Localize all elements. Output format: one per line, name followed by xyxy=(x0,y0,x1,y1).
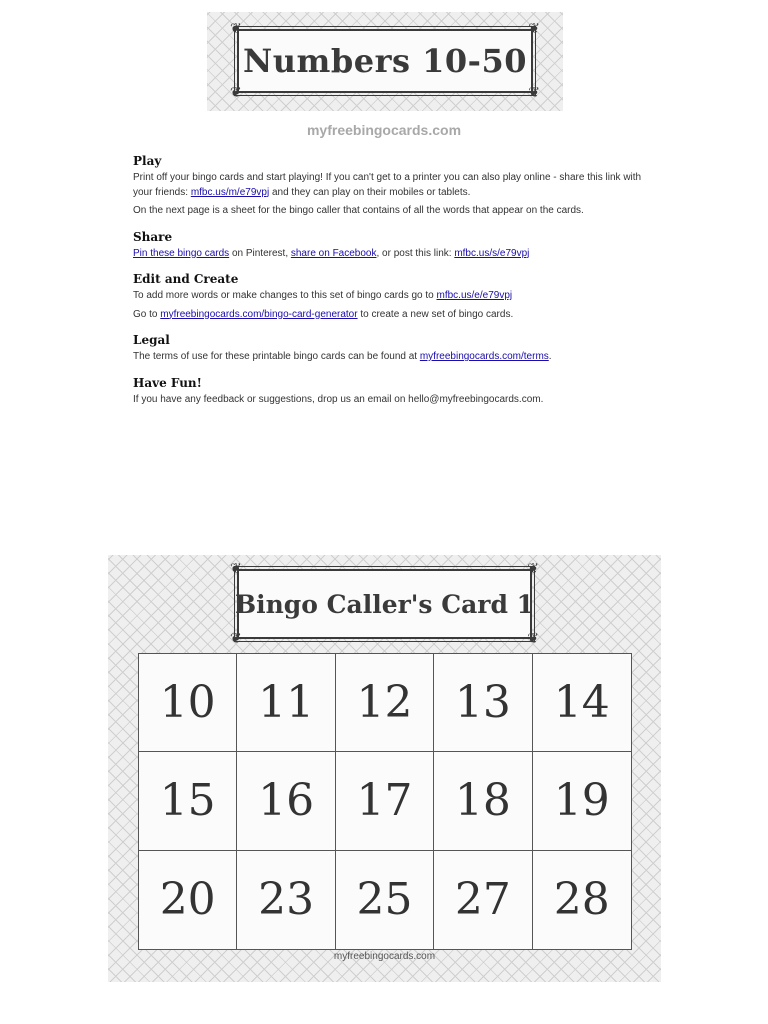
play-text: Print off your bingo cards and start playing! If you can't get to a printer you can also play online - share this link with your friends: mfbc.us/m/e79vpj and they can play on their mobiles or tablets. xyxy=(133,172,642,198)
number-cell: 19 xyxy=(533,752,631,850)
flourish-icon: ❦ xyxy=(230,631,242,647)
flourish-icon: ❦ xyxy=(527,561,539,577)
site-brand: myfreebingocards.com xyxy=(306,122,462,138)
number-cell: 27 xyxy=(434,851,532,949)
section-share xyxy=(133,230,653,262)
share-text: Pin these bingo cards on Pinterest, share on Facebook, or post this link: mfbc.us/s/e79vpj xyxy=(133,247,530,259)
fun-text: If you have any feedback or suggestions, drop us an email on hello@myfreebingocards.com. xyxy=(133,393,544,405)
number-cell: 17 xyxy=(336,752,434,850)
legal-heading: Legal xyxy=(133,333,170,347)
flourish-icon: ❦ xyxy=(230,85,242,101)
number-cell: 25 xyxy=(336,851,434,949)
flourish-icon: ❦ xyxy=(230,561,242,577)
section-edit xyxy=(133,272,653,322)
instructions xyxy=(133,154,653,418)
number-cell: 28 xyxy=(533,851,631,949)
section-legal xyxy=(133,333,653,365)
number-cell: 16 xyxy=(237,752,335,850)
play-heading: Play xyxy=(133,154,162,168)
number-cell: 23 xyxy=(237,851,335,949)
number-cell: 12 xyxy=(336,654,434,752)
number-grid xyxy=(138,653,632,950)
play-online-link[interactable]: mfbc.us/m/e79vpj xyxy=(190,186,270,198)
share-link[interactable]: mfbc.us/s/e79vpj xyxy=(454,247,530,259)
pinterest-link[interactable]: Pin these bingo cards xyxy=(133,247,230,259)
number-cell: 20 xyxy=(139,851,237,949)
terms-link[interactable]: myfreebingocards.com/terms xyxy=(419,351,549,362)
number-cell: 14 xyxy=(533,654,631,752)
fun-heading: Have Fun! xyxy=(133,375,202,390)
edit-text: To add more words or make changes to this set of bingo cards go to mfbc.us/e/e79vpj xyxy=(133,290,513,301)
flourish-icon: ❦ xyxy=(230,21,242,37)
card-footer: myfreebingocards.com xyxy=(333,951,436,962)
flourish-icon: ❦ xyxy=(528,21,540,37)
generator-text: Go to myfreebingocards.com/bingo-card-generator to create a new set of bingo cards. xyxy=(133,308,514,320)
page-title: Numbers 10-50 xyxy=(243,42,527,80)
section-fun xyxy=(133,376,653,408)
facebook-link[interactable]: share on Facebook xyxy=(290,247,377,259)
caller-sheet-text: On the next page is a sheet for the bingo caller that contains of all the words that appear on the cards. xyxy=(133,205,584,216)
caller-card-title: Bingo Caller's Card 1 xyxy=(234,589,535,619)
number-cell: 10 xyxy=(139,654,237,752)
section-play xyxy=(133,154,653,219)
flourish-icon: ❦ xyxy=(528,85,540,101)
edit-heading: Edit and Create xyxy=(133,272,239,286)
caller-card-title-frame xyxy=(230,561,539,647)
number-cell: 11 xyxy=(237,654,335,752)
caller-card xyxy=(108,555,661,982)
flourish-icon: ❦ xyxy=(527,631,539,647)
title-banner xyxy=(207,12,563,111)
title-frame xyxy=(230,21,540,101)
number-cell: 15 xyxy=(139,752,237,850)
legal-text: The terms of use for these printable bingo cards can be found at myfreebingocards.com/terms. xyxy=(133,351,552,362)
share-heading: Share xyxy=(133,229,173,244)
edit-link[interactable]: mfbc.us/e/e79vpj xyxy=(436,290,513,301)
generator-link[interactable]: myfreebingocards.com/bingo-card-generator xyxy=(160,308,358,320)
number-cell: 18 xyxy=(434,752,532,850)
number-cell: 13 xyxy=(434,654,532,752)
